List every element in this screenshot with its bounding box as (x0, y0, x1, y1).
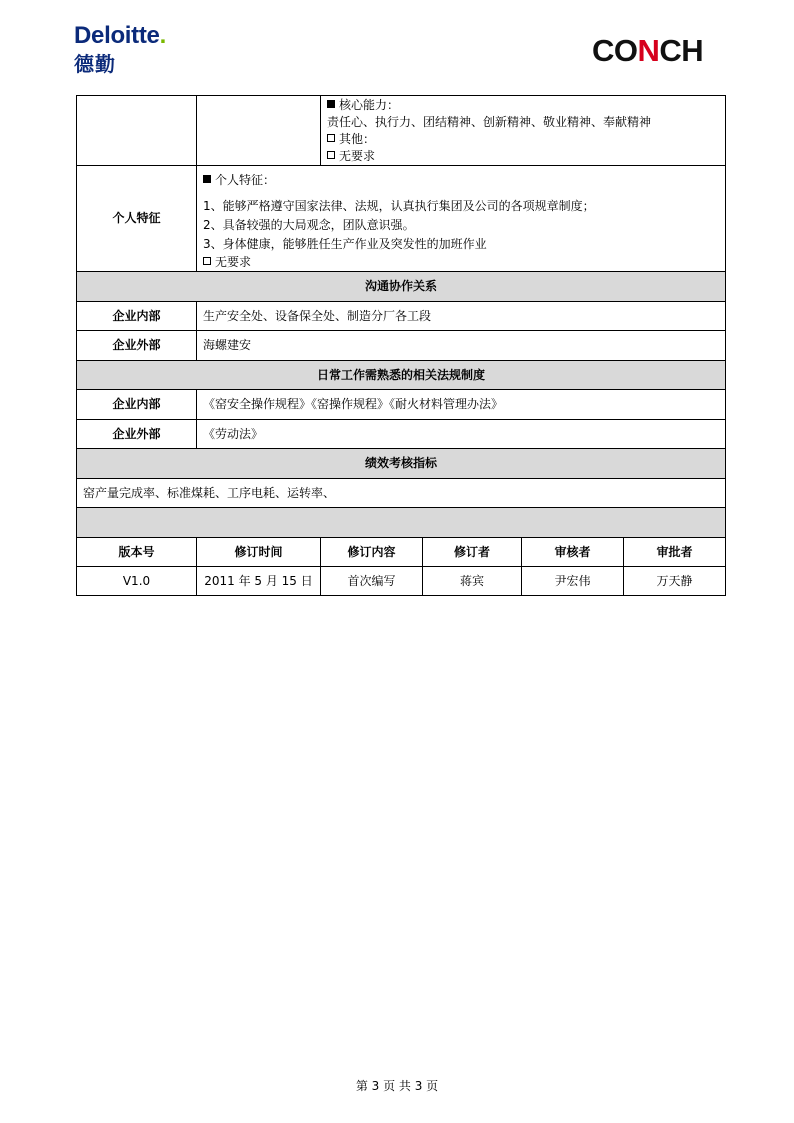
comm-external-label: 企业外部 (77, 331, 197, 361)
deloitte-logo-chinese: 德勤 (74, 52, 116, 76)
revision-header-approver: 审批者 (624, 538, 726, 567)
communication-section-title: 沟通协作关系 (77, 272, 726, 302)
revision-content: 首次编写 (321, 567, 423, 596)
unchecked-box-icon (203, 257, 211, 265)
personal-trait-2: 2、具备较强的大局观念，团队意识强。 (203, 218, 415, 232)
personal-traits-row (77, 166, 726, 272)
checked-box-icon (203, 175, 211, 183)
revision-reviewer: 尹宏伟 (522, 567, 624, 596)
personal-trait-1: 1、能够严格遵守国家法律、法规，认真执行集团及公司的各项规章制度； (203, 199, 595, 213)
no-requirement-label: 无要求 (339, 149, 376, 163)
conch-logo-part-1: CO (592, 33, 638, 68)
revision-date: 2011 年 5 月 15 日 (197, 567, 321, 596)
core-ability-row (77, 96, 726, 166)
conch-logo-part-2: N (637, 33, 660, 68)
deloitte-logo (74, 22, 166, 77)
comm-external-value: 海螺建安 (197, 331, 726, 361)
empty-sub-cell (197, 96, 321, 166)
personal-trait-3: 3、身体健康，能够胜任生产作业及突发性的加班作业 (203, 237, 487, 251)
unchecked-box-icon (327, 151, 335, 159)
comm-internal-value: 生产安全处、设备保全处、制造分厂各工段 (197, 302, 726, 331)
laws-internal-value: 《窑安全操作规程》《窑操作规程》《耐火材料管理办法》 (197, 390, 726, 420)
conch-logo-part-3: CH (659, 33, 704, 68)
revision-header-reviser: 修订者 (423, 538, 522, 567)
personal-traits-heading: 个人特征： (215, 173, 276, 187)
laws-internal-label: 企业内部 (77, 390, 197, 420)
empty-label-cell (77, 96, 197, 166)
checked-box-icon (327, 100, 335, 108)
blank-section-bar (77, 508, 726, 538)
personal-traits-label: 个人特征 (77, 166, 197, 272)
unchecked-box-icon (327, 134, 335, 142)
revision-header-reviewer: 审核者 (522, 538, 624, 567)
kpi-value: 窑产量完成率、标准煤耗、工序电耗、运转率、 (77, 479, 726, 508)
regulations-section-title: 日常工作需熟悉的相关法规制度 (77, 361, 726, 390)
laws-external-label: 企业外部 (77, 420, 197, 449)
personal-traits-cell (197, 166, 726, 272)
laws-external-value: 《劳动法》 (197, 420, 726, 449)
revision-version: V1.0 (77, 567, 197, 596)
core-ability-cell (321, 96, 726, 166)
core-ability-label: 核心能力： (339, 98, 400, 112)
revision-header-date: 修订时间 (197, 538, 321, 567)
revision-row (77, 567, 726, 596)
revision-header-row (77, 538, 726, 567)
revision-header-version: 版本号 (77, 538, 197, 567)
conch-logo (592, 33, 703, 69)
kpi-section-title: 绩效考核指标 (77, 449, 726, 479)
core-ability-text: 责任心、执行力、团结精神、创新精神、敬业精神、奉献精神 (327, 115, 652, 129)
page-number: 第 3 页 共 3 页 (355, 1079, 439, 1093)
comm-internal-label: 企业内部 (77, 302, 197, 331)
deloitte-logo-text: Deloitte (74, 22, 160, 49)
no-requirement-label: 无要求 (215, 255, 252, 269)
revision-header-content: 修订内容 (321, 538, 423, 567)
deloitte-logo-dot: . (159, 22, 166, 49)
other-label: 其他： (339, 132, 376, 146)
job-description-table (76, 95, 726, 596)
revision-approver: 万天静 (624, 567, 726, 596)
revision-reviser: 蒋宾 (423, 567, 522, 596)
